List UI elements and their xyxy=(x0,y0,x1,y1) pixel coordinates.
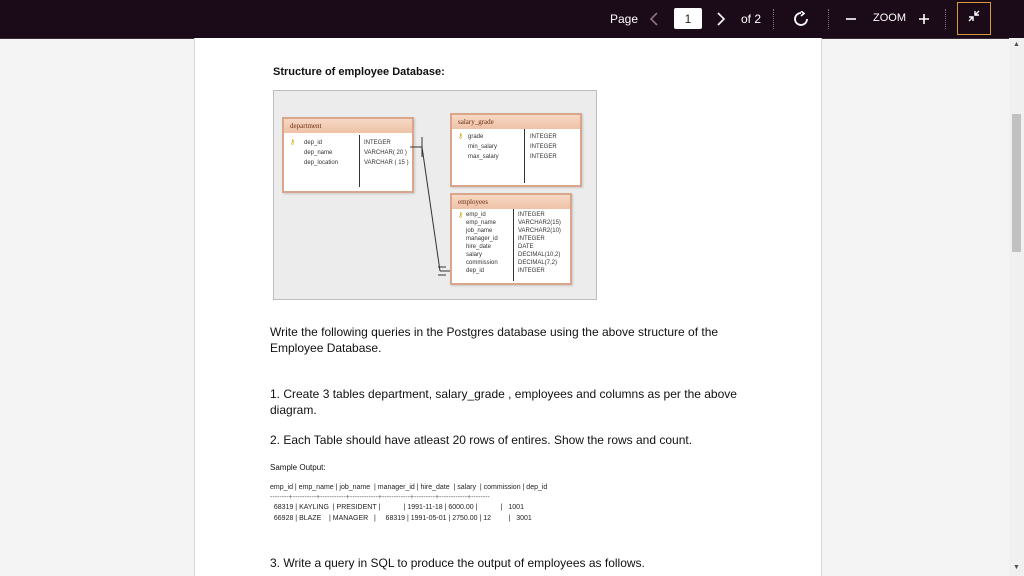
sample-output-separator: --------+----------+-----------+------------+------------+---------+------------+-------- xyxy=(270,494,490,501)
salary-grade-column-types: INTEGER INTEGER INTEGER xyxy=(530,134,557,160)
question-1: 1. Create 3 tables department, salary_grade , employees and columns as per the above diagram. xyxy=(270,387,737,417)
question-2: 2. Each Table should have atleast 20 rows of entires. Show the rows and count. xyxy=(270,433,693,447)
employees-column-names: emp_id emp_name job_name manager_id hire_date salary commission dep_id xyxy=(466,212,498,274)
department-column-types: INTEGER VARCHAR( 20 ) VARCHAR ( 15 ) xyxy=(364,140,409,166)
toolbar-divider xyxy=(773,9,774,29)
employees-table-title: employees xyxy=(452,195,570,209)
page-number-input[interactable] xyxy=(674,8,702,29)
refresh-icon[interactable] xyxy=(788,6,814,32)
relationship-lines xyxy=(274,91,596,299)
department-column-names: dep_id dep_name dep_location xyxy=(304,140,339,166)
plus-icon[interactable] xyxy=(911,6,937,32)
chevron-right-icon[interactable] xyxy=(708,6,734,32)
page-heading: Structure of employee Database: xyxy=(273,66,445,78)
document-page xyxy=(194,38,822,576)
chevron-left-icon[interactable] xyxy=(641,6,667,32)
exit-fullscreen-button[interactable] xyxy=(957,2,991,35)
toolbar-divider xyxy=(828,9,829,29)
sample-output-label: Sample Output: xyxy=(270,463,326,472)
vertical-scrollbar[interactable] xyxy=(1009,38,1024,576)
key-icon: ⚷ xyxy=(458,212,464,219)
zoom-label: ZOOM xyxy=(873,12,906,24)
viewer-toolbar xyxy=(0,0,1024,39)
scroll-down-icon[interactable]: ▼ xyxy=(1013,564,1020,571)
employees-column-types: INTEGER VARCHAR2(15) VARCHAR2(10) INTEGER DATE DECIMAL(10,2) DECIMAL(7,2) INTEGER xyxy=(518,212,561,274)
sample-output-header: emp_id | emp_name | job_name | manager_id | hire_date | salary | commission | dep_id xyxy=(270,484,548,491)
sample-output-row: 68319 | KAYLING | PRESIDENT | | 1991-11-18 | 6000.00 | | 1001 xyxy=(270,504,524,511)
question-3: 3. Write a query in SQL to produce the output of employees as follows. xyxy=(270,556,645,570)
er-diagram xyxy=(273,90,597,300)
minus-icon[interactable] xyxy=(838,6,864,32)
total-pages: of 2 xyxy=(741,12,762,26)
salary-grade-table-title: salary_grade xyxy=(452,115,580,129)
scroll-up-icon[interactable]: ▲ xyxy=(1013,41,1020,48)
key-icon: ⚷ xyxy=(290,139,296,146)
exit-fullscreen-icon xyxy=(966,8,982,29)
page-label: Page xyxy=(610,12,639,26)
scroll-thumb[interactable] xyxy=(1012,114,1021,252)
salary-grade-column-names: grade min_salary max_salary xyxy=(468,134,499,160)
sample-output-row: 66928 | BLAZE | MANAGER | 68319 | 1991-05-01 | 2750.00 | 12 | 3001 xyxy=(270,515,532,522)
department-table-title: department xyxy=(284,119,412,133)
key-icon: ⚷ xyxy=(458,133,464,140)
toolbar-divider xyxy=(945,9,946,29)
intro-paragraph: Write the following queries in the Postgres database using the above structure of the Employee Database. xyxy=(270,325,719,355)
